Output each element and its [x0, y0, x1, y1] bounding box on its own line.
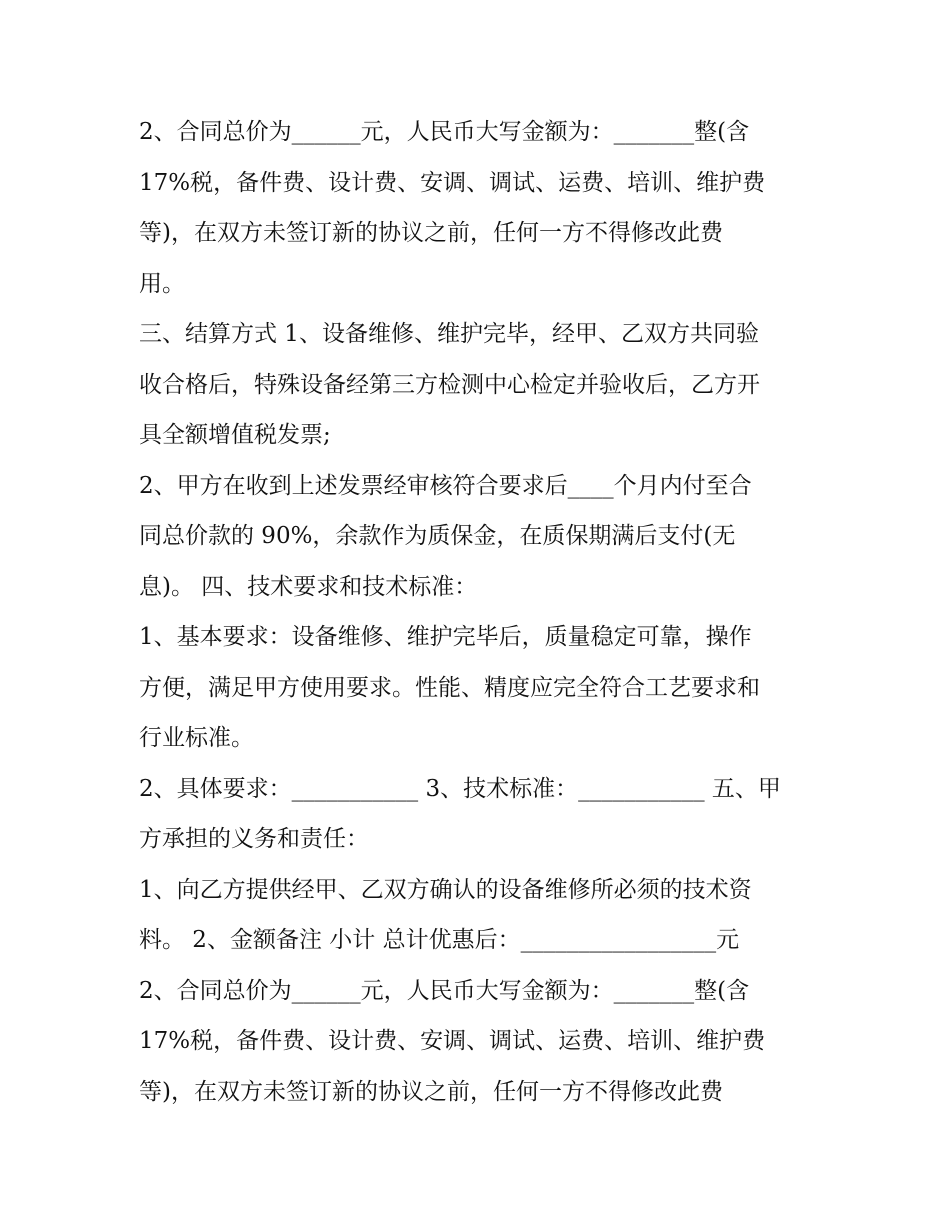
text-line: 等)，在双方未签订新的协议之前，任何一方不得修改此费 [139, 1078, 723, 1105]
text-line: 2、合同总价为______元，人民币大写金额为：_______整(含 [139, 977, 750, 1004]
text-line: 行业标准。 [139, 725, 254, 751]
text-line: 方承担的义务和责任： [139, 826, 369, 852]
text-line: 同总价款的 90%，余款作为质保金，在质保期满后支付(无 [139, 523, 736, 549]
text-line: 2、具体要求：___________ 3、技术标准：___________ 五、甲 [139, 775, 781, 802]
text-line: 用。 [139, 270, 185, 297]
text-line: 1、基本要求：设备维修、维护完毕后，质量稳定可靠，操作 [139, 624, 752, 650]
text-line: 等)，在双方未签订新的协议之前，任何一方不得修改此费 [139, 220, 723, 246]
text-line: 具全额增值税发票; [139, 422, 331, 448]
text-line: 2、合同总价为______元，人民币大写金额为：_______整(含 [139, 119, 750, 145]
text-line: 息)。 四、技术要求和技术标准： [139, 573, 478, 600]
body-text [139, 107, 819, 1117]
text-line: 方便，满足甲方使用要求。性能、精度应完全符合工艺要求和 [139, 674, 760, 701]
text-line: 2、甲方在收到上述发票经审核符合要求后____个月内付至合 [139, 472, 752, 499]
text-line: 料。 2、金额备注 小计 总计优惠后：_________________元 [139, 927, 740, 953]
text-line: 三、结算方式 1、设备维修、维护完毕，经甲、乙双方共同验 [139, 321, 759, 347]
text-line: 17%税，备件费、设计费、安调、调试、运费、培训、维护费 [139, 169, 766, 196]
text-line: 1、向乙方提供经甲、乙双方确认的设备维修所必须的技术资 [139, 876, 752, 903]
text-line: 收合格后，特殊设备经第三方检测中心检定并验收后，乙方开 [139, 371, 760, 398]
text-line: 17%税，备件费、设计费、安调、调试、运费、培训、维护费 [139, 1028, 766, 1054]
